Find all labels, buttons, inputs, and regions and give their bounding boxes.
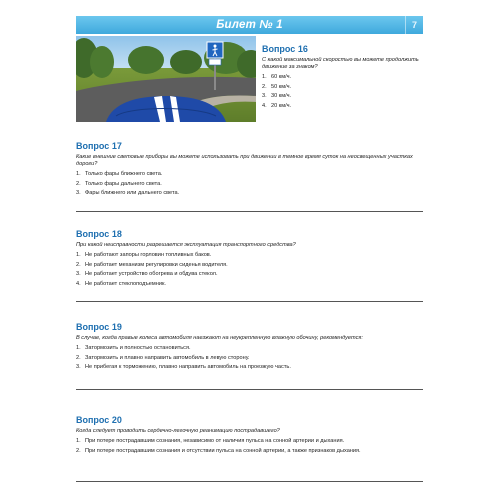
divider [76,211,423,212]
ticket-header [76,16,423,34]
ticket-title: Билет № 1 [216,19,283,31]
answer-option[interactable]: 4. 20 км/ч. [262,102,292,109]
question-16-title: Вопрос 16 [262,44,308,54]
question-18-answers [76,252,423,290]
divider [76,481,423,482]
road-scene-svg [76,36,256,122]
answer-option[interactable]: 2. Затормозить и плавно направить автомобиль в левую сторону. [76,354,250,361]
road-scene-image [76,36,256,122]
page-number: 7 [405,16,423,34]
question-17-title: Вопрос 17 [76,141,122,151]
question-19-text: В случае, когда правые колеса автомобиля наезжают на неукрепленную влажную обочину, рекомендуется: [76,335,363,341]
answer-option[interactable]: 3. Не прибегая к торможению, плавно направить автомобиль на проезжую часть. [76,364,291,370]
question-16-text: С какой максимальной скоростью вы можете продолжить движение за знаком? [262,57,419,70]
answer-option[interactable]: 1. Только фары ближнего света. [76,171,163,177]
question-20-answers [76,438,423,457]
question-16-answers [262,74,420,112]
answer-option[interactable]: 1. Затормозить и полностью остановиться. [76,345,191,351]
answer-option[interactable]: 1. 60 км/ч. [262,74,292,80]
answer-option[interactable]: 4. Не работает стеклоподъемник. [76,280,166,287]
answer-option[interactable]: 2. 50 км/ч. [262,83,292,90]
question-17-answers [76,171,423,200]
answer-option[interactable]: 3. Фары ближнего или дальнего света. [76,190,180,196]
answer-option[interactable]: 1. Не работают запоры горловин топливных баков. [76,252,212,258]
question-19-title: Вопрос 19 [76,322,122,332]
answer-option[interactable]: 2. Не работает механизм регулировки сиденья водителя. [76,261,228,268]
question-19-answers [76,345,423,374]
answer-option[interactable]: 1. При потере пострадавшим сознания, независимо от наличия пульса на сонной артерии и дыхания. [76,438,345,444]
question-20-title: Вопрос 20 [76,415,122,425]
question-18-title: Вопрос 18 [76,229,122,239]
question-17-text: Какие внешние световые приборы вы можете использовать при движении в темное время суток на неосвещенных участках дороги? [76,154,413,167]
question-20-text: Когда следует проводить сердечно-легочную реанимацию пострадавшего? [76,428,280,434]
divider [76,389,423,390]
answer-option[interactable]: 2. Только фары дальнего света. [76,180,162,187]
answer-option[interactable]: 3. Не работает устройство обогрева и обдува стекол. [76,271,218,277]
question-18-text: При какой неисправности разрешается эксплуатация транспортного средства? [76,242,296,248]
divider [76,301,423,302]
answer-option[interactable]: 3. 30 км/ч. [262,93,292,99]
answer-option[interactable]: 2. При потере пострадавшим сознания и отсутствии пульса на сонной артерии, а также признаков дыхания. [76,447,361,454]
